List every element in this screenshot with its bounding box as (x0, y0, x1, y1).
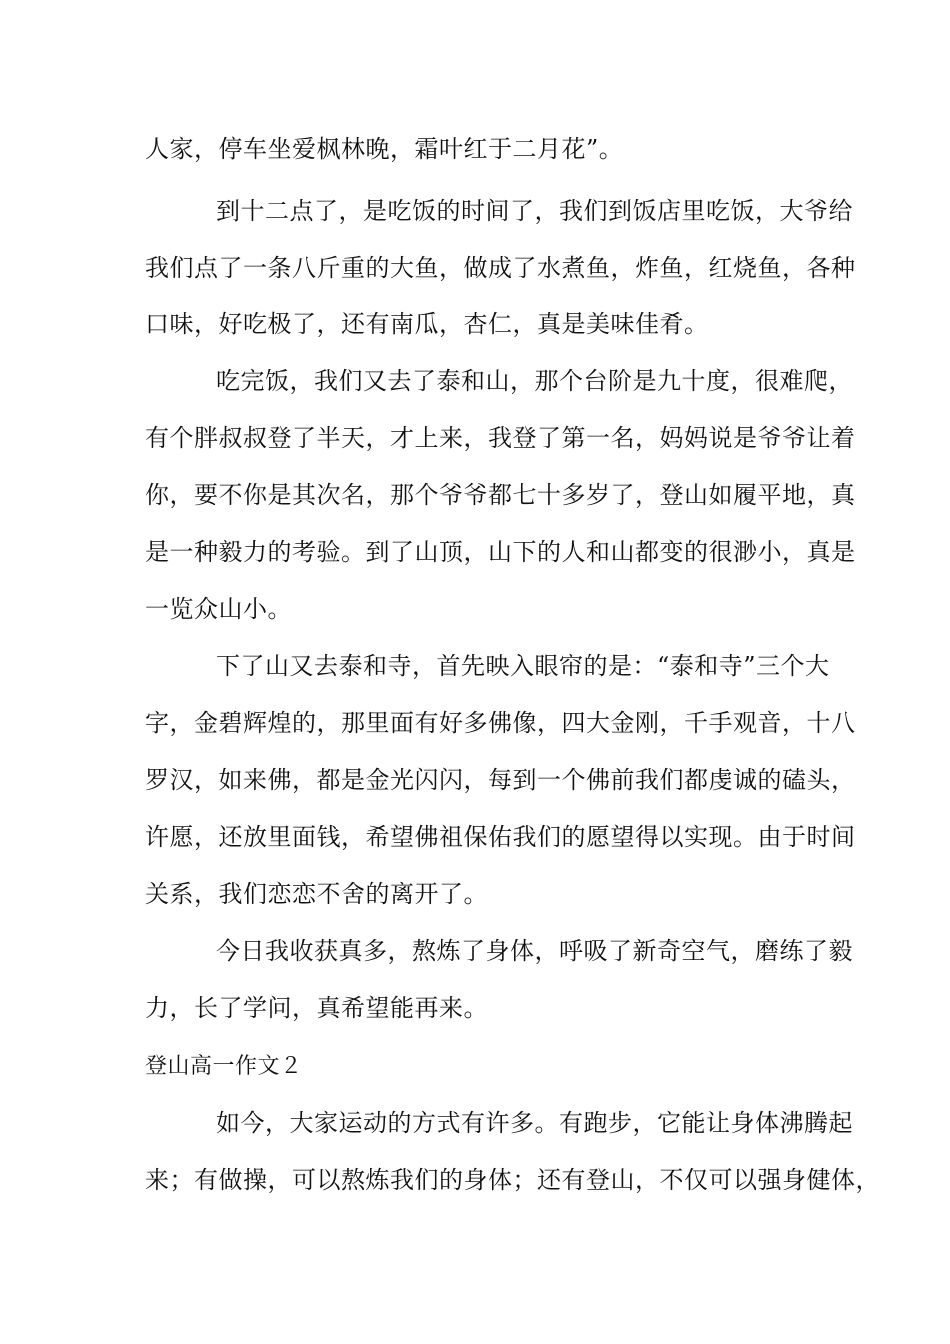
text-line: 罗汉，如来佛，都是金光闪闪，每到一个佛前我们都虔诚的磕头， (145, 766, 856, 794)
paragraph-first-line: 到十二点了，是吃饭的时间了，我们到饭店里吃饭，大爷给 (216, 197, 853, 225)
text-line: 许愿，还放里面钱，希望佛祖保佑我们的愿望得以实现。由于时间 (145, 823, 856, 851)
text-line: 关系，我们恋恋不舍的离开了。 (145, 880, 488, 908)
paragraph-first-line: 下了山又去泰和寺，首先映入眼帘的是：“泰和寺”三个大 (216, 652, 830, 680)
paragraph-first-line: 吃完饭，我们又去了泰和山，那个台阶是九十度，很难爬， (216, 367, 853, 395)
paragraph-first-line: 如今，大家运动的方式有许多。有跑步，它能让身体沸腾起 (216, 1109, 853, 1137)
text-line: 人家，停车坐爱枫林晚，霜叶红于二月花”。 (145, 135, 624, 163)
text-line: 字，金碧辉煌的，那里面有好多佛像，四大金刚，千手观音，十八 (145, 709, 856, 737)
text-line: 有个胖叔叔登了半天，才上来，我登了第一名，妈妈说是爷爷让着 (145, 424, 856, 452)
text-line: 是一种毅力的考验。到了山顶，山下的人和山都变的很渺小，真是 (145, 538, 856, 566)
text-line: 力，长了学问，真希望能再来。 (145, 994, 488, 1022)
text-line: 你，要不你是其次名，那个爷爷都七十多岁了，登山如履平地，真 (145, 481, 856, 509)
section-heading: 登山高一作文２ (145, 1054, 303, 1079)
text-line: 口味，好吃极了，还有南瓜，杏仁，真是美味佳肴。 (145, 310, 709, 338)
text-line: 来；有做操，可以熬炼我们的身体；还有登山，不仅可以强身健体， (145, 1166, 880, 1194)
text-line: 我们点了一条八斤重的大鱼，做成了水煮鱼，炸鱼，红烧鱼，各种 (145, 254, 856, 282)
paragraph-first-line: 今日我收获真多，熬炼了身体，呼吸了新奇空气，磨练了毅 (216, 937, 853, 965)
text-line: 一览众山小。 (145, 595, 292, 623)
